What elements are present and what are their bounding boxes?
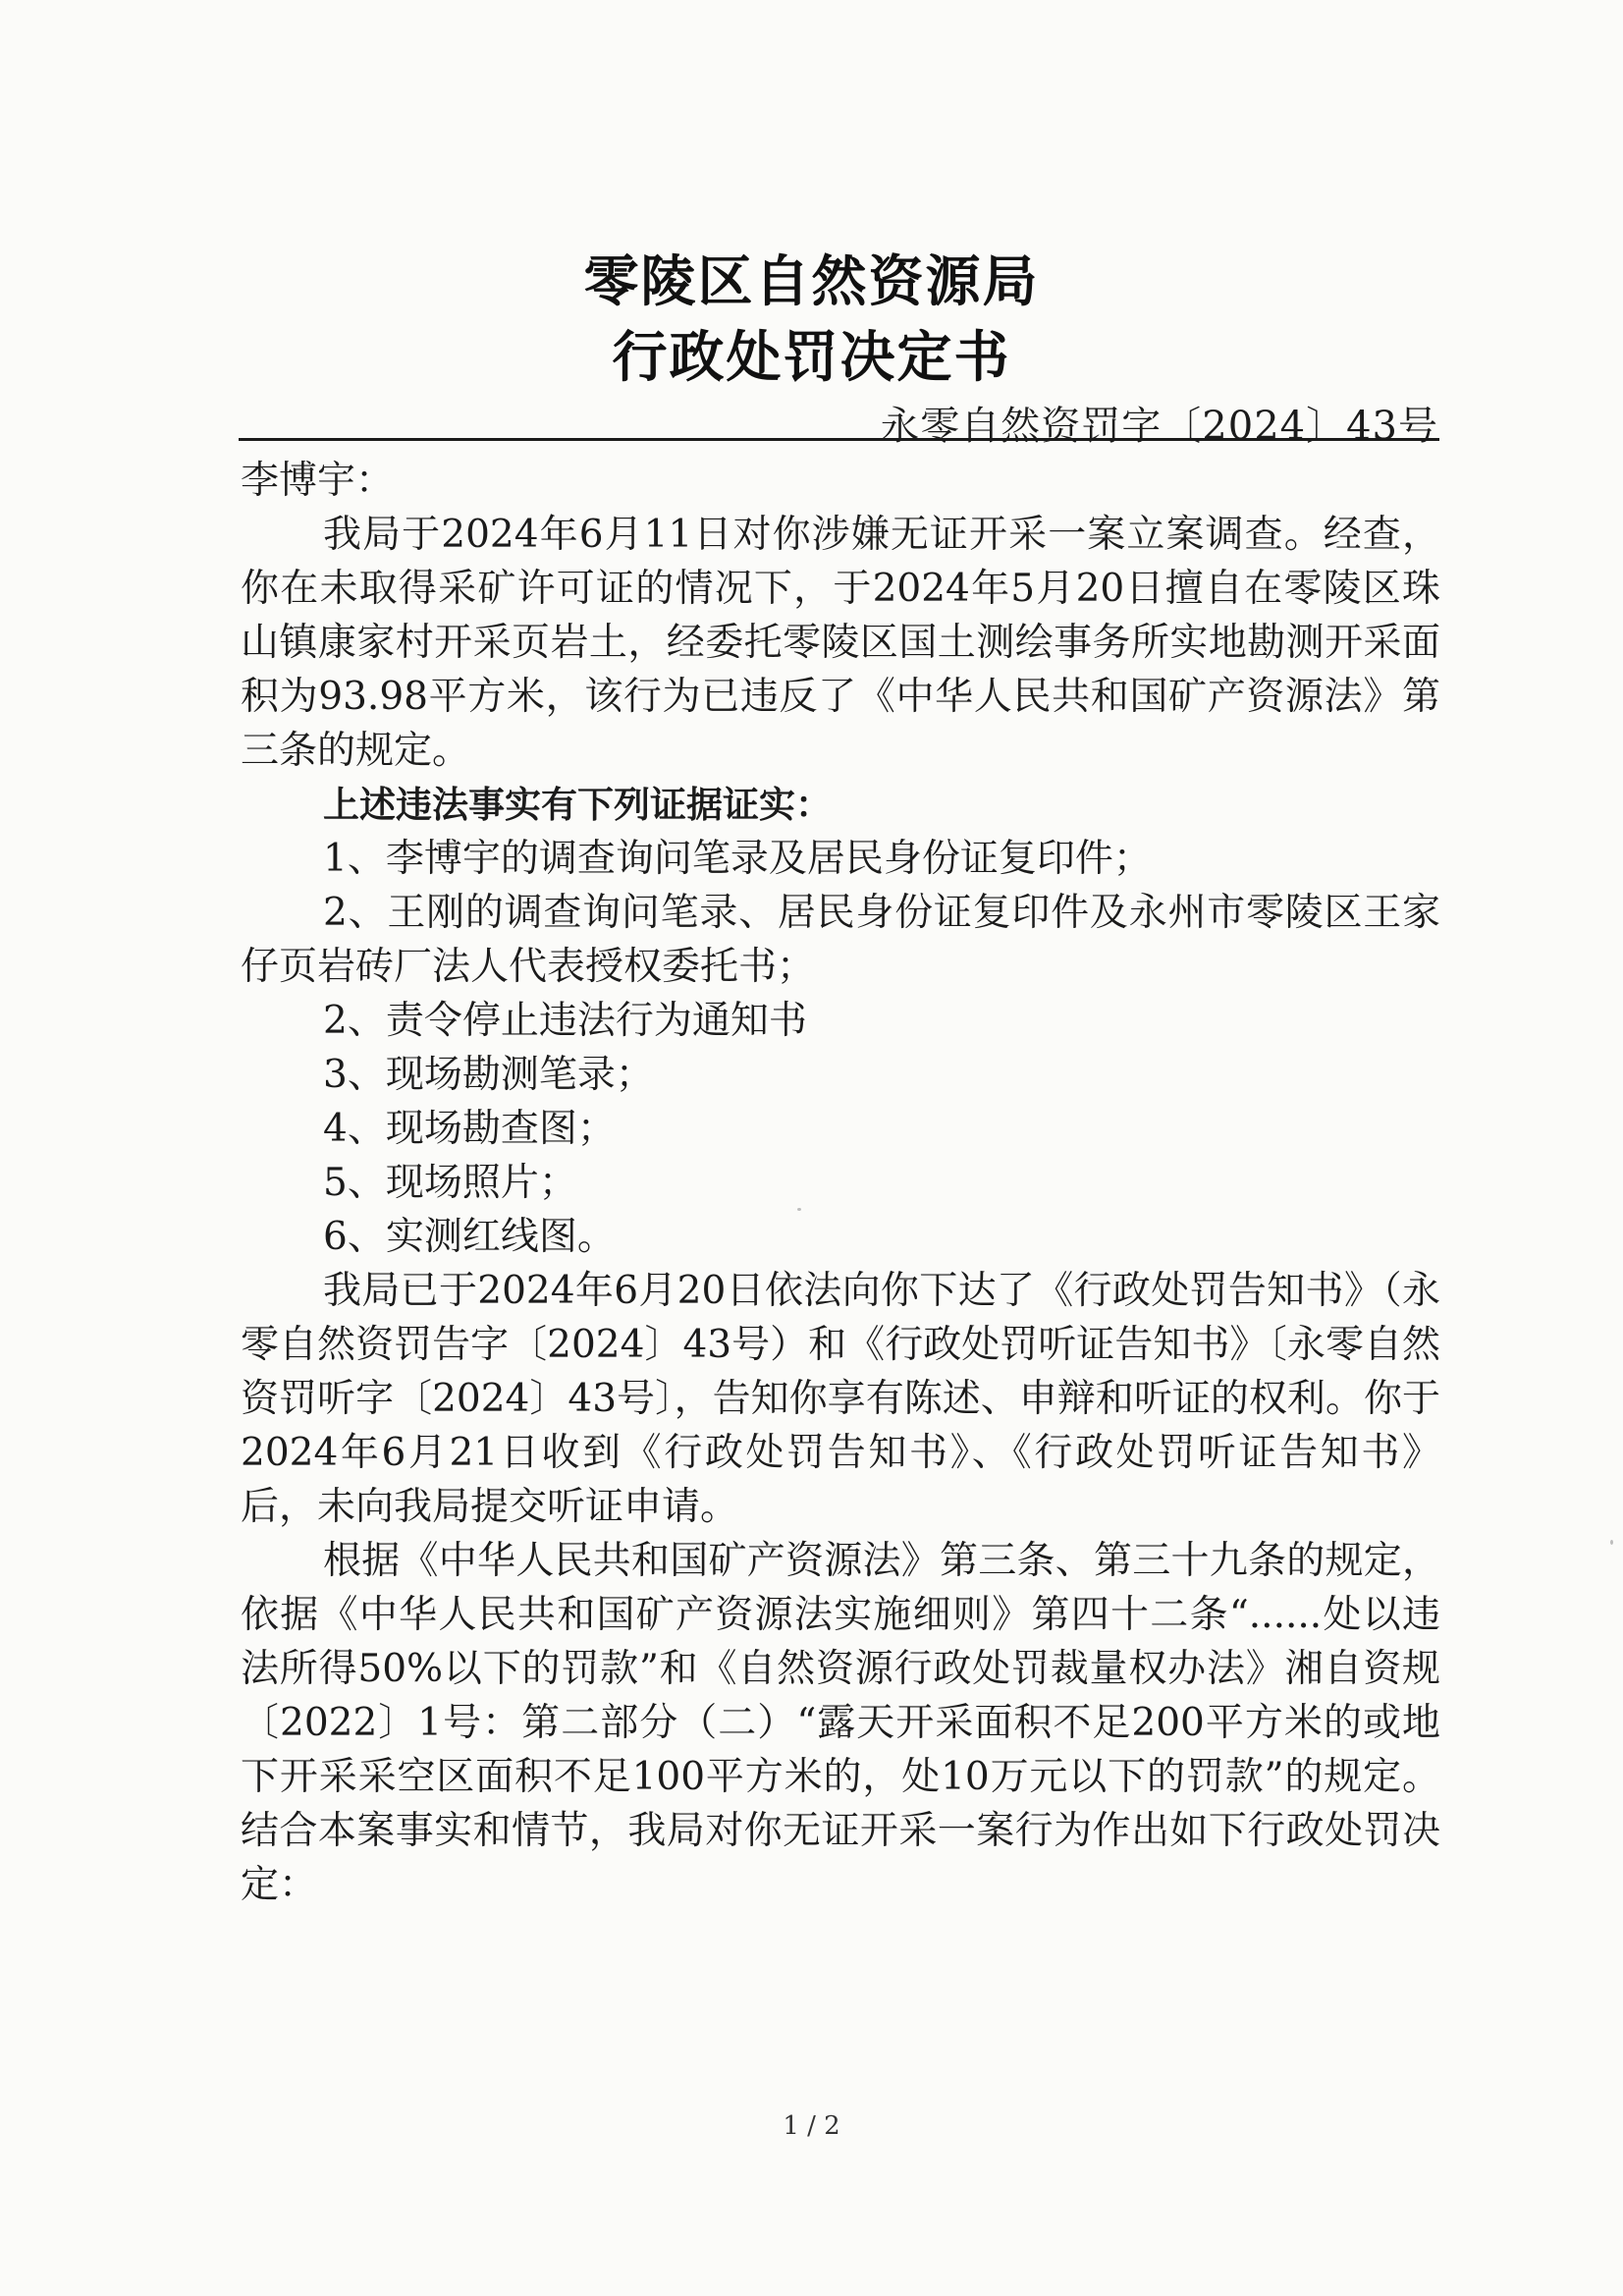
header-divider xyxy=(239,438,1439,441)
document-number: 永零自然资罚字〔2024〕43号 xyxy=(880,404,1438,449)
scan-speck xyxy=(797,1208,801,1211)
evidence-item: 4、现场勘查图； xyxy=(323,1107,616,1151)
addressee: 李博宇： xyxy=(241,459,395,503)
paragraph-notification: 我局已于2024年6月20日依法向你下达了《行政处罚告知书》（永零自然资罚告字〔2024〕43号）和《行政处罚听证告知书》〔永零自然资罚听字〔2024〕43号〕，告知你享有陈述、申辩和听证的权利。你于2024年6月21日收到《行政处罚告知书》、《行政处罚听证告知书》后，未向我局提交听证申请。 xyxy=(241,1269,1440,1529)
evidence-item: 2、王刚的调查询问笔录、居民身份证复印件及永州市零陵区王家仔页岩砖厂法人代表授权委托书； xyxy=(241,891,1440,989)
evidence-item: 3、现场勘测笔录； xyxy=(323,1053,654,1097)
evidence-item: 2、责令停止违法行为通知书 xyxy=(323,999,807,1043)
evidence-item: 5、现场照片； xyxy=(323,1161,577,1205)
scan-speck xyxy=(1610,1540,1613,1545)
evidence-heading: 上述违法事实有下列证据证实： xyxy=(323,784,832,826)
document-title-type: 行政处罚决定书 xyxy=(612,326,1011,390)
paragraph-case-facts: 我局于2024年6月11日对你涉嫌无证开采一案立案调查。经查，你在未取得采矿许可证的情况下，于2024年5月20日擅自在零陵区珠山镇康家村开采页岩土，经委托零陵区国土测绘事务所实地勘测开采面积为93.98平方米，该行为已违反了《中华人民共和国矿产资源法》第三条的规定。 xyxy=(241,513,1440,773)
page-number: 1 / 2 xyxy=(783,2111,840,2141)
document-body xyxy=(241,454,1440,1912)
evidence-item: 1、李博宇的调查询问笔录及居民身份证复印件； xyxy=(323,837,1152,881)
document-title-agency: 零陵区自然资源局 xyxy=(583,250,1040,314)
paragraph-legal-basis: 根据《中华人民共和国矿产资源法》第三条、第三十九条的规定，依据《中华人民共和国矿产资源法实施细则》第四十二条“......处以违法所得50%以下的罚款”和《自然资源行政处罚裁量权办法》湘自资规〔2022〕1号：第二部分（二）“露天开采面积不足200平方米的或地下开采采空区面积不足100平方米的，处10万元以下的罚款”的规定。结合本案事实和情节，我局对你无证开采一案行为作出如下行政处罚决定： xyxy=(241,1539,1440,1907)
evidence-item: 6、实测红线图。 xyxy=(323,1215,616,1259)
